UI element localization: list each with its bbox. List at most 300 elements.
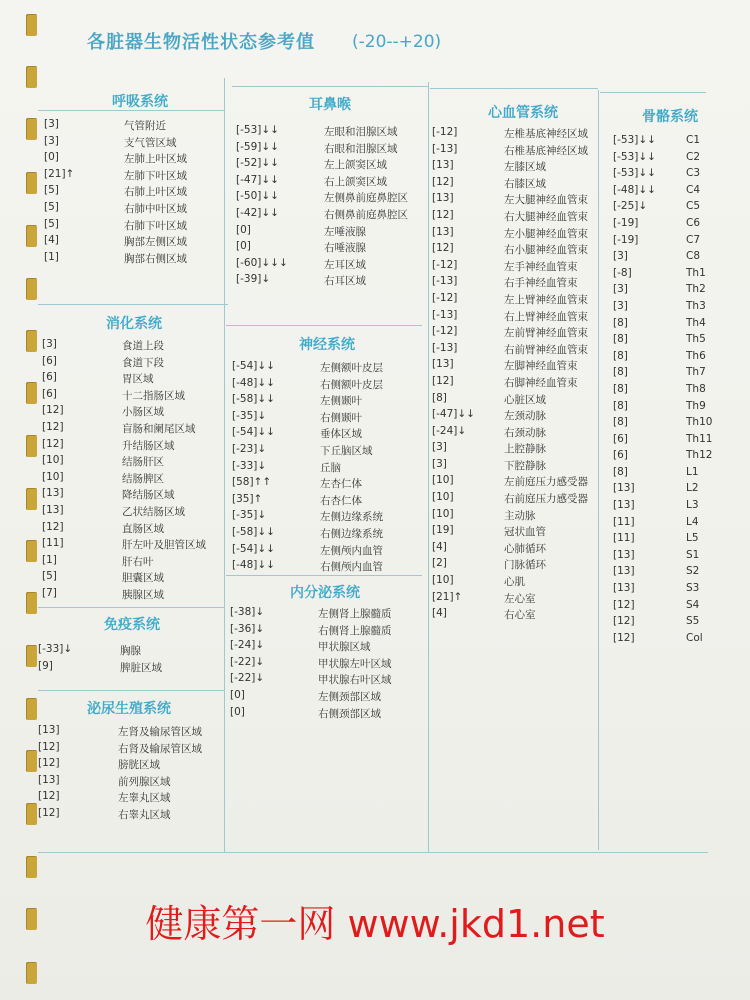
activity-value: [11] — [613, 515, 635, 528]
list-item — [42, 504, 222, 521]
list-item — [432, 375, 598, 392]
organ-region-label: 左前臂神经血管束 — [504, 327, 588, 340]
list-item — [432, 159, 598, 176]
list-item — [432, 458, 598, 475]
list-item — [432, 425, 598, 442]
activity-value: [12] — [613, 631, 635, 644]
list-item — [432, 491, 598, 508]
organ-region-label: 右侧颞叶 — [320, 411, 362, 424]
activity-value: [4] — [432, 607, 447, 620]
skeletal-list — [613, 134, 713, 648]
organ-region-label: 左前庭压力感受器 — [504, 476, 588, 489]
list-item — [613, 549, 713, 566]
list-item — [44, 218, 224, 235]
organ-region-label: 左侧肾上腺髓质 — [318, 608, 392, 620]
list-item — [42, 554, 222, 571]
organ-region-label: 右肺下叶区域 — [124, 219, 187, 232]
list-item — [432, 474, 598, 491]
organ-region-label: 右杏仁体 — [320, 494, 362, 507]
organ-region-label: 左小腿神经血管束 — [504, 227, 588, 240]
page-title: 各脏器生物活性状态参考值 — [87, 32, 315, 53]
list-item — [613, 615, 713, 632]
activity-value: [6] — [42, 371, 57, 384]
activity-value: [12] — [432, 242, 454, 255]
binder-hole — [26, 645, 37, 667]
list-item — [42, 454, 222, 471]
activity-value: [10] — [432, 491, 454, 504]
activity-value: [13] — [432, 358, 454, 371]
organ-region-label: 下腔静脉 — [504, 459, 546, 472]
organ-region-label: 盲肠和阑尾区域 — [122, 422, 196, 435]
activity-value: [11] — [42, 537, 64, 550]
activity-value: [12] — [432, 374, 454, 387]
organ-region-label: S3 — [686, 582, 700, 595]
column-divider — [224, 78, 225, 853]
list-item — [432, 557, 598, 574]
activity-value: [13] — [613, 482, 635, 495]
list-item — [613, 234, 713, 251]
section-divider — [38, 607, 224, 608]
organ-region-label: Th2 — [686, 283, 706, 296]
binder-hole — [26, 488, 37, 510]
list-item — [236, 240, 426, 257]
activity-value: [35]↑ — [232, 492, 263, 505]
activity-value: [6] — [42, 354, 57, 367]
organ-region-label: 甲状腺右叶区域 — [318, 674, 392, 687]
organ-region-label: 前列腺区域 — [118, 775, 171, 788]
activity-value: [3] — [432, 441, 447, 454]
activity-value: [3] — [613, 299, 628, 312]
activity-value: [11] — [613, 532, 635, 545]
list-item — [44, 201, 224, 218]
organ-region-label: 直肠区域 — [122, 522, 164, 535]
organ-region-label: 食道上段 — [122, 340, 164, 352]
binder-hole — [26, 225, 37, 247]
organ-region-label: C5 — [686, 200, 701, 213]
section-title-respiratory: 呼吸系统 — [112, 94, 168, 110]
section-title-digestive: 消化系统 — [106, 316, 162, 332]
organ-region-label: 左唾液腺 — [324, 225, 366, 238]
binder-hole — [26, 592, 37, 614]
list-item — [613, 499, 713, 516]
activity-value: [-19] — [613, 233, 639, 246]
list-item — [432, 226, 598, 243]
section-divider — [38, 304, 228, 305]
binder-hole — [26, 750, 37, 772]
organ-region-label: 小肠区域 — [122, 406, 164, 419]
organ-region-label: 右前庭压力感受器 — [504, 493, 588, 506]
list-item — [230, 656, 420, 673]
activity-value: [-12] — [432, 126, 458, 138]
list-item — [236, 257, 426, 274]
respiratory-list — [44, 118, 224, 267]
reference-range: (-20--+20) — [352, 32, 442, 52]
organ-region-label: 升结肠区域 — [122, 439, 175, 452]
organ-region-label: S5 — [686, 615, 700, 628]
organ-region-label: 心肺循环 — [504, 542, 546, 555]
activity-value: [-23]↓ — [232, 442, 267, 455]
list-item — [42, 471, 222, 488]
binder-hole — [26, 278, 37, 300]
list-item — [613, 200, 713, 217]
organ-region-label: 右小腿神经血管束 — [504, 244, 588, 257]
activity-value: [13] — [613, 548, 635, 561]
activity-value: [4] — [432, 540, 447, 553]
list-item — [230, 689, 420, 706]
list-item — [432, 242, 598, 259]
list-item — [613, 449, 713, 466]
list-item — [236, 273, 426, 290]
organ-region-label: 支气管区域 — [124, 136, 177, 149]
list-item — [613, 300, 713, 317]
activity-value: [6] — [613, 432, 628, 445]
organ-region-label: 胆囊区域 — [122, 572, 164, 585]
activity-value: [9] — [38, 659, 53, 672]
list-item — [232, 543, 422, 560]
organ-region-label: 右椎基底神经区域 — [504, 144, 588, 157]
section-title-skeletal: 骨骼系统 — [642, 109, 698, 125]
activity-value: [0] — [230, 688, 245, 701]
section-title-immune: 免疫系统 — [104, 617, 160, 633]
organ-region-label: 心脏区域 — [504, 393, 546, 406]
organ-region-label: 降结肠区域 — [122, 489, 175, 502]
list-item — [232, 393, 422, 410]
activity-value: [-53]↓↓ — [613, 150, 656, 163]
activity-value: [8] — [432, 391, 447, 404]
activity-value: [-48]↓↓ — [232, 559, 275, 572]
activity-value: [-58]↓↓ — [232, 525, 275, 538]
activity-value: [6] — [42, 387, 57, 400]
organ-region-label: 左椎基底神经区域 — [504, 128, 588, 140]
binder-hole — [26, 14, 37, 36]
nervous-list — [232, 360, 422, 576]
list-item — [44, 135, 224, 152]
list-item — [232, 526, 422, 543]
activity-value: [-13] — [432, 308, 458, 321]
organ-region-label: 甲状腺区域 — [318, 641, 371, 654]
list-item — [432, 176, 598, 193]
organ-region-label: 左颈动脉 — [504, 410, 546, 423]
list-item — [613, 532, 713, 549]
organ-region-label: 食道下段 — [122, 356, 164, 369]
activity-value: [12] — [38, 740, 60, 753]
activity-value: [10] — [42, 470, 64, 483]
activity-value: [3] — [44, 134, 59, 147]
list-item — [42, 521, 222, 538]
activity-value: [-58]↓↓ — [232, 393, 275, 406]
list-item — [44, 234, 224, 251]
activity-value: [13] — [42, 487, 64, 500]
activity-value: [8] — [613, 333, 628, 346]
activity-value: [-54]↓↓ — [232, 542, 275, 555]
organ-region-label: 乙状结肠区域 — [122, 505, 185, 518]
list-item — [613, 632, 713, 649]
organ-region-label: 右前臂神经血管束 — [504, 343, 588, 356]
section-divider — [600, 92, 706, 93]
organ-region-label: 右大腿神经血管束 — [504, 210, 588, 223]
organ-region-label: 结肠脾区 — [122, 472, 164, 485]
endocrine-list — [230, 606, 420, 722]
list-item — [613, 565, 713, 582]
immune-list — [38, 643, 218, 676]
list-item — [432, 126, 598, 143]
list-item — [613, 134, 713, 151]
organ-region-label: C1 — [686, 134, 701, 146]
list-item — [230, 623, 420, 640]
activity-value: [-42]↓↓ — [236, 206, 279, 219]
activity-value: [-47]↓↓ — [432, 408, 475, 421]
binder-holes — [26, 0, 40, 1000]
section-title-endocrine: 内分泌系统 — [290, 585, 360, 601]
activity-value: [-13] — [432, 341, 458, 354]
activity-value: [12] — [38, 757, 60, 770]
list-item — [432, 259, 598, 276]
activity-value: [-48]↓↓ — [613, 183, 656, 196]
list-item — [613, 433, 713, 450]
organ-region-label: 左睾丸区域 — [118, 792, 171, 805]
activity-value: [8] — [613, 465, 628, 478]
ent-list — [236, 124, 426, 290]
binder-hole — [26, 856, 37, 878]
list-item — [42, 371, 222, 388]
organ-region-label: 气管附近 — [124, 120, 166, 132]
list-item — [42, 404, 222, 421]
section-title-cardio: 心血管系统 — [488, 105, 558, 121]
activity-value: [-52]↓↓ — [236, 157, 279, 170]
organ-region-label: 右睾丸区域 — [118, 808, 171, 821]
section-title-ent: 耳鼻喉 — [309, 97, 351, 113]
organ-region-label: Th6 — [686, 349, 706, 362]
organ-region-label: 左侧颈部区域 — [318, 690, 381, 703]
section-title-nervous: 神经系统 — [299, 337, 355, 353]
organ-region-label: 左杏仁体 — [320, 478, 362, 491]
organ-region-label: 右膝区域 — [504, 177, 546, 190]
activity-value: [-35]↓ — [232, 409, 267, 422]
list-item — [613, 217, 713, 234]
binder-hole — [26, 540, 37, 562]
activity-value: [-12] — [432, 325, 458, 338]
list-item — [236, 207, 426, 224]
activity-value: [7] — [42, 586, 57, 599]
activity-value: [-60]↓↓↓ — [236, 256, 288, 269]
organ-region-label: 左侧鼻前庭鼻腔区 — [324, 192, 408, 205]
list-item — [44, 151, 224, 168]
binder-hole — [26, 435, 37, 457]
section-divider — [226, 325, 422, 326]
list-item — [38, 757, 218, 774]
organ-region-label: 膀胱区域 — [118, 759, 160, 772]
organ-region-label: C3 — [686, 167, 701, 180]
binder-hole — [26, 803, 37, 825]
list-item — [42, 388, 222, 405]
organ-region-label: 胸部左侧区域 — [124, 236, 187, 249]
organ-region-label: C2 — [686, 150, 701, 163]
organ-region-label: Th10 — [686, 416, 713, 429]
organ-region-label: L4 — [686, 515, 699, 528]
activity-value: [-48]↓↓ — [232, 376, 275, 389]
list-item — [613, 333, 713, 350]
binder-hole — [26, 962, 37, 984]
organ-region-label: 右眼和泪腺区域 — [324, 142, 398, 155]
list-item — [42, 587, 222, 604]
list-item — [432, 574, 598, 591]
binder-hole — [26, 382, 37, 404]
list-item — [42, 355, 222, 372]
activity-value: [-38]↓ — [230, 606, 265, 618]
organ-region-label: 右侧肾上腺髓质 — [318, 624, 392, 637]
activity-value: [-13] — [432, 275, 458, 288]
activity-value: [-25]↓ — [613, 200, 648, 213]
list-item — [42, 438, 222, 455]
activity-value: [-39]↓ — [236, 273, 271, 286]
activity-value: [13] — [432, 159, 454, 172]
list-item — [232, 426, 422, 443]
activity-value: [-24]↓ — [432, 424, 467, 437]
organ-region-label: 左肾及输尿管区域 — [118, 726, 202, 738]
organ-region-label: 右侧鼻前庭鼻腔区 — [324, 208, 408, 221]
activity-value: [5] — [44, 184, 59, 197]
activity-value: [-8] — [613, 266, 632, 279]
list-item — [432, 275, 598, 292]
watermark: 健康第一网 www.jkd1.net — [145, 902, 605, 946]
list-item — [236, 141, 426, 158]
activity-value: [10] — [432, 574, 454, 587]
list-item — [38, 643, 218, 660]
list-item — [432, 143, 598, 160]
organ-region-label: Th11 — [686, 432, 713, 445]
list-item — [232, 509, 422, 526]
section-title-urogenital: 泌尿生殖系统 — [87, 701, 171, 717]
binder-hole — [26, 698, 37, 720]
list-item — [432, 524, 598, 541]
column-divider — [428, 82, 429, 852]
activity-value: [0] — [230, 705, 245, 718]
activity-value: [8] — [613, 349, 628, 362]
activity-value: [5] — [44, 200, 59, 213]
activity-value: [1] — [44, 250, 59, 263]
organ-region-label: 左脚神经血管束 — [504, 360, 578, 373]
activity-value: [-50]↓↓ — [236, 190, 279, 203]
activity-value: [-33]↓ — [232, 459, 267, 472]
organ-region-label: 右侧额叶皮层 — [320, 378, 383, 391]
activity-value: [-22]↓ — [230, 655, 265, 668]
list-item — [38, 660, 218, 677]
activity-value: [-54]↓↓ — [232, 426, 275, 439]
organ-region-label: 右心室 — [504, 609, 536, 622]
organ-region-label: 右肾及输尿管区域 — [118, 742, 202, 755]
activity-value: [13] — [613, 565, 635, 578]
section-divider — [38, 690, 224, 691]
activity-value: [12] — [42, 404, 64, 417]
list-item — [232, 460, 422, 477]
list-item — [42, 570, 222, 587]
list-item — [613, 267, 713, 284]
list-item — [230, 606, 420, 623]
list-item — [232, 377, 422, 394]
binder-hole — [26, 66, 37, 88]
activity-value: [-35]↓ — [232, 509, 267, 522]
organ-region-label: 左肺上叶区域 — [124, 153, 187, 166]
activity-value: [13] — [432, 225, 454, 238]
organ-region-label: L2 — [686, 482, 699, 495]
organ-region-label: Col — [686, 631, 703, 644]
organ-region-label: 右唾液腺 — [324, 242, 366, 255]
activity-value: [8] — [613, 366, 628, 379]
activity-value: [12] — [38, 806, 60, 819]
organ-region-label: 冠状血管 — [504, 526, 546, 539]
list-item — [613, 151, 713, 168]
organ-region-label: 胸部右侧区域 — [124, 252, 187, 265]
organ-region-label: 左上颌窦区域 — [324, 159, 387, 172]
organ-region-label: C8 — [686, 250, 701, 263]
activity-value: [12] — [432, 175, 454, 188]
activity-value: [8] — [613, 399, 628, 412]
activity-value: [-12] — [432, 258, 458, 271]
list-item — [613, 184, 713, 201]
organ-region-label: 丘脑 — [320, 461, 341, 474]
list-item — [432, 342, 598, 359]
organ-region-label: 右脚神经血管束 — [504, 376, 578, 389]
list-item — [613, 317, 713, 334]
list-item — [230, 672, 420, 689]
organ-region-label: 门脉循环 — [504, 559, 546, 572]
list-item — [613, 383, 713, 400]
urogenital-list — [38, 724, 218, 824]
activity-value: [-53]↓↓ — [613, 167, 656, 180]
list-item — [236, 174, 426, 191]
organ-region-label: Th7 — [686, 366, 706, 379]
activity-value: [12] — [432, 208, 454, 221]
digestive-list — [42, 338, 222, 604]
activity-value: [-19] — [613, 216, 639, 229]
list-item — [42, 487, 222, 504]
activity-value: [3] — [44, 118, 59, 130]
organ-region-label: 右手神经血管束 — [504, 277, 578, 290]
list-item — [38, 741, 218, 758]
organ-region-label: 右侧颅内血管 — [320, 561, 383, 574]
organ-region-label: 右肺上叶区域 — [124, 186, 187, 199]
activity-value: [0] — [44, 151, 59, 164]
organ-region-label: 左肺下叶区域 — [124, 169, 187, 182]
list-item — [613, 416, 713, 433]
binder-hole — [26, 118, 37, 140]
list-item — [432, 607, 598, 624]
organ-region-label: 十二指肠区域 — [122, 389, 185, 402]
organ-region-label: Th8 — [686, 382, 706, 395]
activity-value: [-54]↓↓ — [232, 360, 275, 372]
organ-region-label: 胸腺 — [120, 645, 141, 657]
list-item — [613, 167, 713, 184]
activity-value: [-53]↓↓ — [236, 124, 279, 136]
list-item — [230, 706, 420, 723]
list-item — [613, 250, 713, 267]
organ-region-label: 右颈动脉 — [504, 426, 546, 439]
list-item — [44, 118, 224, 135]
organ-region-label: 结肠肝区 — [122, 456, 164, 469]
list-item — [42, 421, 222, 438]
list-item — [432, 209, 598, 226]
activity-value: [12] — [613, 598, 635, 611]
list-item — [232, 443, 422, 460]
activity-value: [0] — [236, 240, 251, 253]
list-item — [236, 124, 426, 141]
list-item — [432, 408, 598, 425]
organ-region-label: Th5 — [686, 333, 706, 346]
activity-value: [19] — [432, 524, 454, 537]
activity-value: [12] — [42, 437, 64, 450]
activity-value: [13] — [42, 503, 64, 516]
organ-region-label: 左膝区域 — [504, 161, 546, 174]
